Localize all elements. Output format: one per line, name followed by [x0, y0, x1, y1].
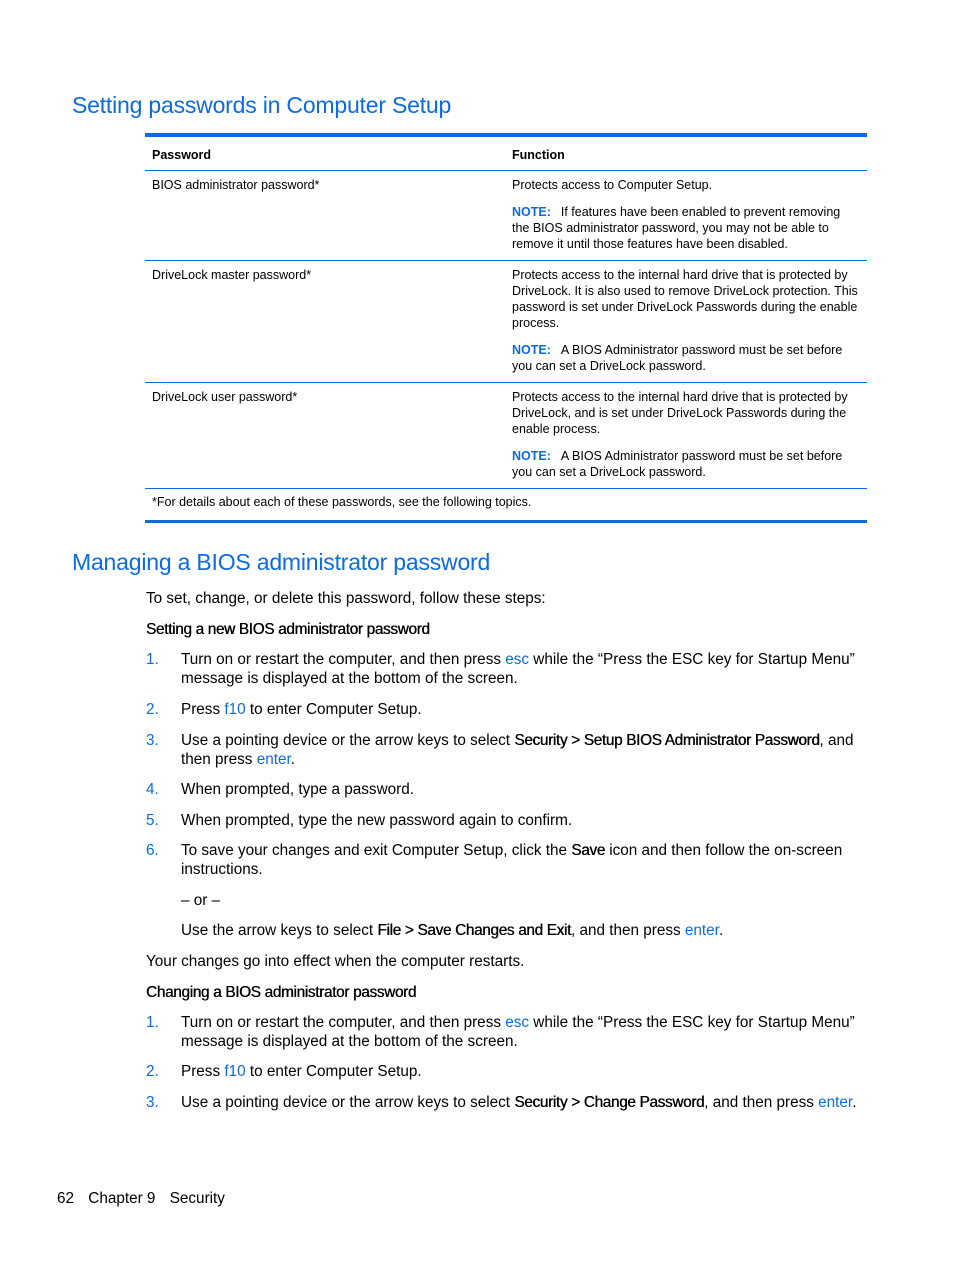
list-item [146, 731, 858, 769]
chapter-title: Security [169, 1190, 225, 1207]
note [512, 448, 861, 480]
step-text: To save your changes and exit Computer Setup, click the [181, 842, 572, 859]
changing-steps [146, 1093, 858, 1112]
step-text: Press [181, 1063, 225, 1080]
changing-steps [146, 1062, 858, 1081]
setting-steps [146, 650, 858, 688]
step-text: , and then press [181, 732, 854, 768]
setting-steps [146, 700, 858, 719]
setting-steps-alt [146, 921, 858, 940]
step-number: 2. [146, 1063, 159, 1080]
step-text: When prompted, type a password. [181, 781, 414, 798]
list-item [146, 1093, 858, 1112]
function-text: Protects access to the internal hard drive that is protected by DriveLock, and is set under DriveLock Passwords during the enable process. [512, 390, 848, 436]
alt-instruction [146, 921, 858, 940]
function-cell [505, 261, 867, 383]
function-cell [505, 383, 867, 489]
key-enter: enter [256, 751, 291, 768]
step-text: to enter Computer Setup. [245, 1063, 422, 1080]
table-footnote-row [145, 489, 867, 522]
page-number: 62 [57, 1190, 75, 1207]
list-item [146, 650, 858, 688]
note [512, 342, 861, 374]
or-text: – or – [181, 892, 221, 909]
or-separator [146, 891, 858, 910]
step-number: 3. [146, 732, 159, 749]
step-text: Use the arrow keys to select [181, 922, 378, 939]
step-text: , and then press [570, 922, 685, 939]
intro-paragraph: To set, change, or delete this password, follow these steps: [146, 590, 546, 607]
intro-text [146, 589, 858, 608]
note-text: A BIOS Administrator password must be set before you can set a DriveLock password. [512, 449, 843, 479]
step-number: 1. [146, 1014, 159, 1031]
list-item [146, 1013, 858, 1051]
table-row [145, 261, 867, 383]
step-number: 2. [146, 701, 159, 718]
step-text: . [718, 922, 724, 939]
list-item [146, 1062, 858, 1081]
step-number: 5. [146, 812, 159, 829]
setting-steps [146, 811, 858, 830]
column-header-function: Function [505, 135, 867, 171]
key-f10: f10 [224, 701, 246, 718]
passwords-table [145, 133, 867, 523]
changing-steps [146, 1013, 858, 1051]
note-text: A BIOS Administrator password must be set before you can set a DriveLock password. [512, 343, 843, 373]
step-number: 3. [146, 1094, 159, 1111]
step-text: . [852, 1094, 857, 1111]
ui-path: File > Save Changes and Exit [377, 922, 571, 939]
step-text: while the “Press the ESC key for Startup Menu” message is displayed at the bottom of the screen. [181, 1014, 855, 1050]
key-esc: esc [505, 651, 530, 668]
step-text: When prompted, type the new password again to confirm. [181, 812, 573, 829]
ui-path: Security > Change Password [514, 1094, 705, 1111]
setting-steps-alt [146, 891, 858, 910]
ui-path: Security > Setup BIOS Administrator Password [514, 732, 820, 749]
step-number: 1. [146, 651, 159, 668]
page-footer [57, 1190, 235, 1208]
list-item [146, 700, 858, 719]
key-esc: esc [505, 1014, 530, 1031]
chapter-label: Chapter 9 [88, 1190, 156, 1207]
table-header-row [145, 135, 867, 171]
list-item [146, 841, 858, 879]
note-label: NOTE: [512, 205, 551, 219]
setting-steps [146, 841, 858, 879]
note-label: NOTE: [512, 449, 551, 463]
password-cell: DriveLock master password* [145, 261, 505, 383]
step-text: Use a pointing device or the arrow keys to select [181, 732, 515, 749]
ui-save: Save [571, 842, 605, 859]
note-label: NOTE: [512, 343, 551, 357]
step-text: . [290, 751, 295, 768]
step-text: Turn on or restart the computer, and then press [181, 651, 506, 668]
step-number: 4. [146, 781, 159, 798]
step-text: to enter Computer Setup. [245, 701, 422, 718]
function-text: Protects access to the internal hard drive that is protected by DriveLock. It is also used to remove DriveLock protection. This password is set under DriveLock Passwords during the enable process. [512, 268, 858, 330]
key-enter: enter [818, 1094, 853, 1111]
table-row [145, 383, 867, 489]
step-number: 6. [146, 842, 159, 859]
step-text: while the “Press the ESC key for Startup Menu” message is displayed at the bottom of the screen. [181, 651, 855, 687]
note [512, 204, 861, 252]
step-text: Press [181, 701, 225, 718]
outro-paragraph: Your changes go into effect when the computer restarts. [146, 953, 525, 970]
password-cell: BIOS administrator password* [145, 171, 505, 261]
outro-block [146, 952, 858, 971]
setting-steps [146, 780, 858, 799]
changing-heading-block [146, 983, 858, 1002]
step-text: Turn on or restart the computer, and then press [181, 1014, 506, 1031]
list-item [146, 811, 858, 830]
list-item [146, 780, 858, 799]
step-text: , and then press [704, 1094, 819, 1111]
step-text: icon and then follow the on-screen instructions. [181, 842, 843, 878]
key-f10: f10 [224, 1063, 246, 1080]
column-header-password: Password [145, 135, 505, 171]
key-enter: enter [684, 922, 719, 939]
step-text: Use a pointing device or the arrow keys to select [181, 1094, 515, 1111]
subheading-setting: Setting a new BIOS administrator password [146, 621, 430, 638]
table-row [145, 171, 867, 261]
section-title-setting-passwords: Setting passwords in Computer Setup [72, 92, 452, 118]
setting-heading-block [146, 620, 858, 639]
function-cell [505, 171, 867, 261]
setting-steps [146, 731, 858, 769]
table-footnote: *For details about each of these passwords, see the following topics. [145, 489, 867, 522]
password-cell: DriveLock user password* [145, 383, 505, 489]
note-text: If features have been enabled to prevent removing the BIOS administrator password, you may not be able to remove it until those features have been disabled. [512, 205, 841, 251]
section-title-managing-bios-password: Managing a BIOS administrator password [72, 549, 491, 575]
function-text: Protects access to Computer Setup. [512, 178, 713, 192]
subheading-changing: Changing a BIOS administrator password [146, 984, 417, 1001]
